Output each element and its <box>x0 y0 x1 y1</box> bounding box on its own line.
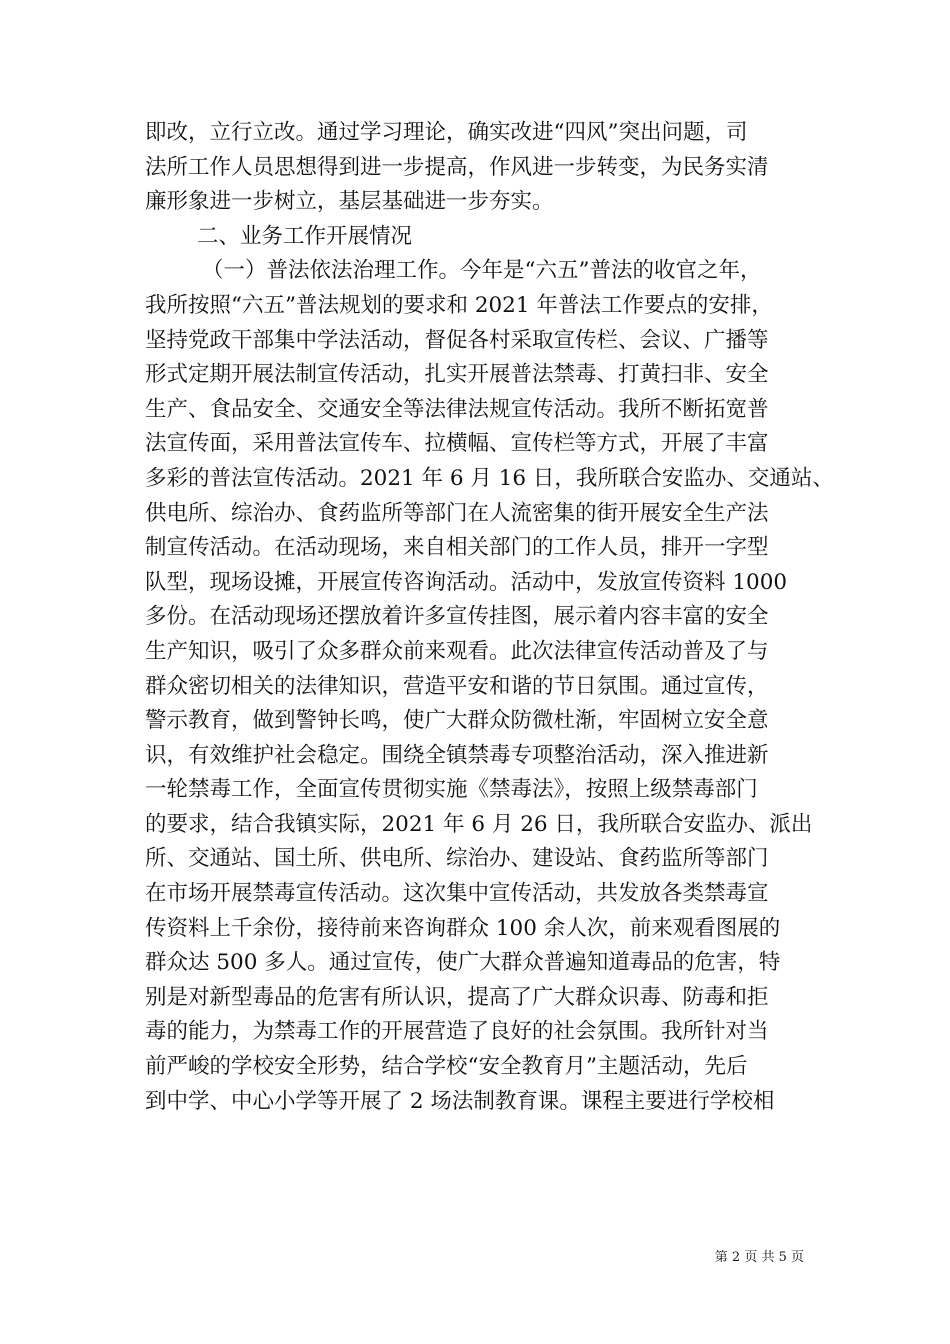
text-line: 形式定期开展法制宣传活动，扎实开展普法禁毒、打黄扫非、安全 <box>145 362 769 388</box>
text-line: 警示教育，做到警钟长鸣，使广大群众防微杜渐，牢固树立安全意 <box>145 708 769 734</box>
text-line: 队型，现场设摊，开展宣传咨询活动。活动中，发放宣传资料 1000 <box>145 569 788 595</box>
section-heading: 二、业务工作开展情况 <box>197 223 413 249</box>
text-line: 所、交通站、国土所、供电所、综治办、建设站、食药监所等部门 <box>145 846 769 872</box>
text-line: 一轮禁毒工作，全面宣传贯彻实施《禁毒法》，按照上级禁毒部门 <box>145 777 758 803</box>
text-line: 毒的能力，为禁毒工作的开展营造了良好的社会氛围。我所针对当 <box>145 1019 769 1045</box>
text-line: 群众达 500 多人。通过宣传，使广大群众普遍知道毒品的危害，特 <box>145 950 781 976</box>
text-line: 生产、食品安全、交通安全等法律法规宣传活动。我所不断拓宽普 <box>145 396 769 422</box>
text-line: 廉形象进一步树立，基层基础进一步夯实。 <box>145 189 554 215</box>
text-line: 识，有效维护社会稳定。围绕全镇禁毒专项整治活动，深入推进新 <box>145 742 769 768</box>
text-line: 即改，立行立改。通过学习理论，确实改进“四风”突出问题，司 <box>145 120 748 145</box>
page-number-label: 第 2 页 共 5 页 <box>714 1250 804 1265</box>
text-line: 传资料上千余份，接待前来咨询群众 100 余人次，前来观看图展的 <box>145 915 781 941</box>
text-line: 法宣传面，采用普法宣传车、拉横幅、宣传栏等方式，开展了丰富 <box>145 431 769 457</box>
body-text <box>145 116 834 1119</box>
text-line: 多彩的普法宣传活动。2021 年 6 月 16 日，我所联合安监办、交通站、 <box>145 465 834 491</box>
text-line: 多份。在活动现场还摆放着许多宣传挂图，展示着内容丰富的安全 <box>145 604 769 630</box>
text-line: 生产知识，吸引了众多群众前来观看。此次法律宣传活动普及了与 <box>145 638 769 664</box>
text-line: 坚持党政干部集中学法活动，督促各村采取宣传栏、会议、广播等 <box>145 327 769 353</box>
text-line: 别是对新型毒品的危害有所认识，提高了广大群众识毒、防毒和拒 <box>145 984 769 1010</box>
text-line: 在市场开展禁毒宣传活动。这次集中宣传活动，共发放各类禁毒宣 <box>145 881 769 907</box>
text-line: 制宣传活动。在活动现场，来自相关部门的工作人员，排开一字型 <box>145 535 769 561</box>
text-line: 到中学、中心小学等开展了 2 场法制教育课。课程主要进行学校相 <box>145 1088 775 1114</box>
text-line: 我所按照“六五”普法规划的要求和 2021 年普法工作要点的安排， <box>145 292 773 318</box>
text-line: 法所工作人员思想得到进一步提高，作风进一步转变，为民务实清 <box>145 154 769 180</box>
text-line: 前严峻的学校安全形势，结合学校“安全教育月”主题活动，先后 <box>145 1054 748 1080</box>
text-line: 的要求，结合我镇实际，2021 年 6 月 26 日，我所联合安监办、派出 <box>145 811 813 837</box>
text-line: 供电所、综治办、食药监所等部门在人流密集的街开展安全生产法 <box>145 500 769 526</box>
page-number-footer <box>715 1250 804 1266</box>
text-line: 群众密切相关的法律知识，营造平安和谐的节日氛围。通过宣传， <box>145 673 769 699</box>
paragraph-first-line: （一）普法依法治理工作。今年是“六五”普法的收官之年， <box>202 258 762 284</box>
